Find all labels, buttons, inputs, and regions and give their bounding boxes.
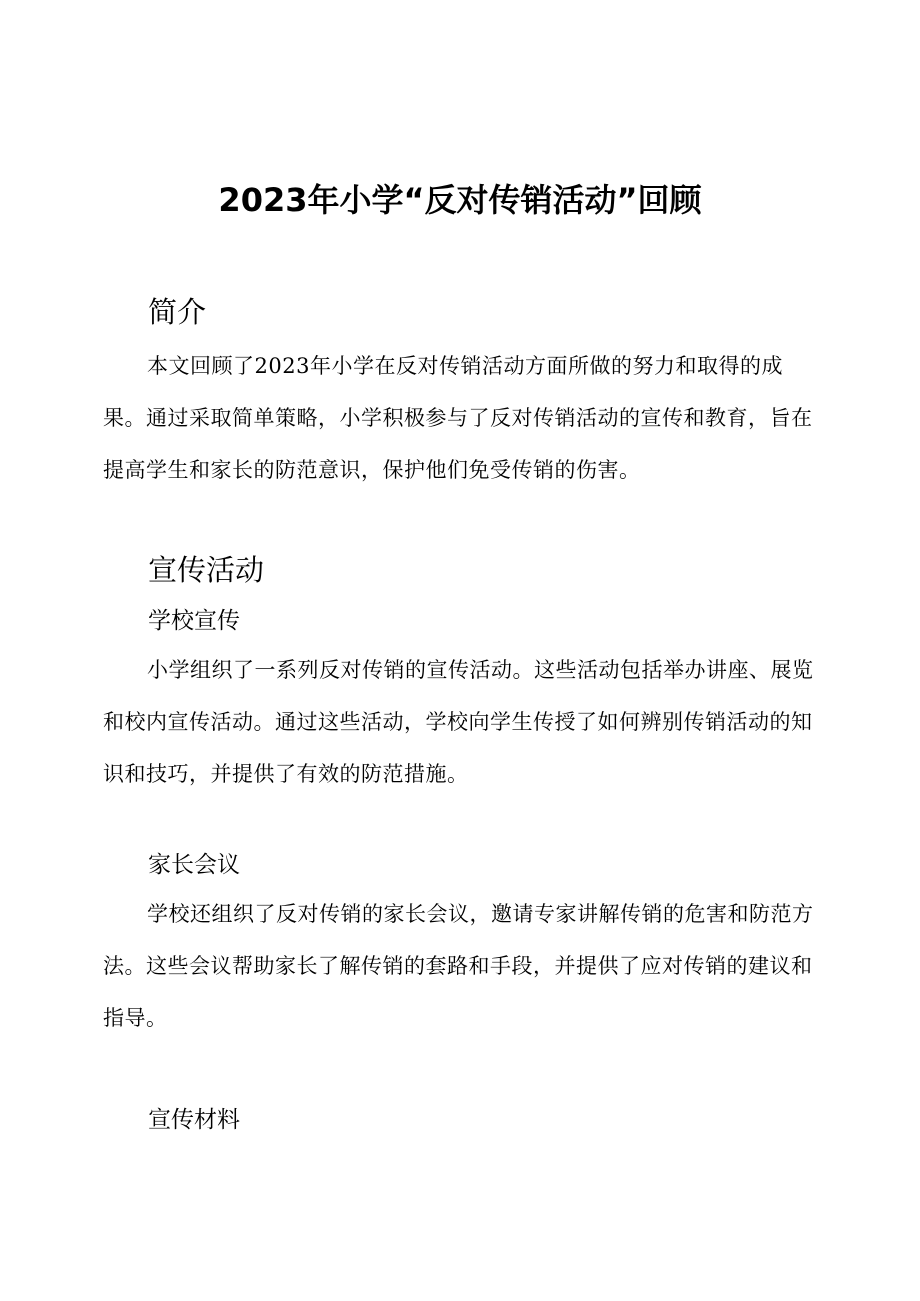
parents-paragraph: 学校还组织了反对传销的家长会议，邀请专家讲解传销的危害和防范方法。这些会议帮助家长了解传销的套路和手段，并提供了应对传销的建议和指导。 — [103, 902, 814, 1030]
subsection-heading-materials: 宣传材料 — [148, 1107, 240, 1133]
subsection-heading-parents: 家长会议 — [148, 852, 240, 878]
subsection-heading-school: 学校宣传 — [148, 608, 240, 634]
section-heading-publicity: 宣传活动 — [148, 553, 265, 587]
school-paragraph: 小学组织了一系列反对传销的宣传活动。这些活动包括举办讲座、展览和校内宣传活动。通过这些活动，学校向学生传授了如何辨别传销活动的知识和技巧，并提供了有效的防范措施。 — [103, 658, 814, 786]
intro-paragraph: 本文回顾了2023年小学在反对传销活动方面所做的努力和取得的成果。通过采取简单策略，小学积极参与了反对传销活动的宣传和教育，旨在提高学生和家长的防范意识，保护他们免受传销的伤害。 — [103, 354, 813, 482]
document-title: 2023年小学“反对传销活动”回顾 — [218, 181, 702, 219]
section-heading-intro: 简介 — [148, 295, 207, 329]
